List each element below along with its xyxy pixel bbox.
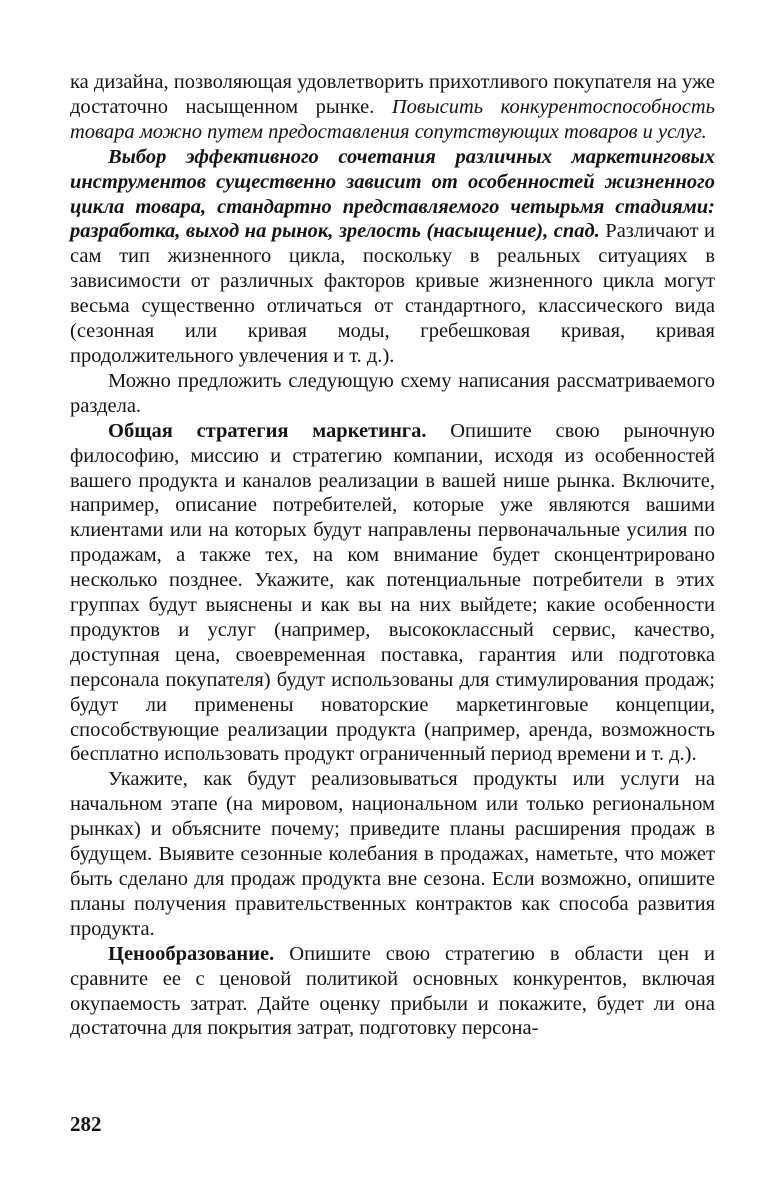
paragraph-heading: Общая стратегия маркетинга. [108, 419, 427, 442]
paragraph-sales [70, 767, 715, 941]
paragraph-pricing [70, 942, 715, 1042]
paragraph-emphasis: Повысить конкурентоспособность товара можно путем предоставления сопутствующих товаров и услуг. [70, 95, 715, 143]
paragraph-continuation [70, 70, 715, 145]
paragraph-body: Опишите свою стратегию в области цен и сравните ее с ценовой политикой основных конкурентов, включая окупаемость затрат. Дайте оценку прибыли и покажите, будет ли она достаточна для покрытия затрат, подготовку персона- [70, 942, 715, 1040]
paragraph-scheme [70, 369, 715, 419]
paragraph-body: Можно предложить следующую схему написания рассматриваемого раздела. [70, 369, 715, 417]
paragraph-heading: Ценообразование. [108, 942, 275, 965]
paragraph-general-strategy [70, 419, 715, 768]
paragraph-lead: ка дизайна, позволяющая удовлетворить прихотливого покупателя на уже достаточно насыщенном рынке. [70, 71, 715, 118]
paragraph-body: Опишите свою рыночную философию, миссию и стратегию компании, исходя из особенностей вашего продукта и каналов реализации в вашей нише рынка. Включите, например, описание потребителей, которые уже являются вашими клиентами или на которых будут направлены первоначальные усилия по продажам, а также тех, на ком внимание будет сконцентрировано несколько позднее. Укажите, как потенциальные потребители в этих группах будут выяснены и как вы на них выйдете; какие особенности продуктов и услуг (например, высококлассный сервис, качество, доступная цена, своевременная поставка, гарантия или подготовка персонала покупателя) будут использованы для стимулирования продаж; будут ли применены новаторские маркетинговые концепции, способствующие реализации продукта (например, аренда, возможность бесплатно использовать продукт ограниченный период времени и т. д.). [70, 419, 716, 766]
page-number: 282 [70, 1112, 102, 1136]
paragraph-life-cycle [70, 145, 715, 369]
paragraph-body: Различают и сам тип жизненного цикла, поскольку в реальных ситуациях в зависимости от различных факторов кривые жизненного цикла могут весьма существенно отличаться от стандартного, классического вида (сезонная или кривая моды, гребешковая кривая, кривая продолжительного увлечения и т. д.). [70, 220, 715, 367]
paragraph-body: Укажите, как будут реализовываться продукты или услуги на начальном этапе (на мировом, национальном или только региональном рынках) и объясните почему; приведите планы расширения продаж в будущем. Выявите сезонные колебания в продажах, наметьте, что может быть сделано для продаж продукта вне сезона. Если возможно, опишите планы получения правительственных контрактов как способа развития продукта. [70, 768, 715, 940]
paragraph-emphasis: Выбор эффективного сочетания различных маркетинговых инструментов существенно зависит от особенностей жизненного цикла товара, стандартно представляемого четырьмя стадиями: разработка, выход на рынок, зрелость (насыщение), спад. [70, 145, 715, 243]
page-text [70, 70, 715, 1041]
